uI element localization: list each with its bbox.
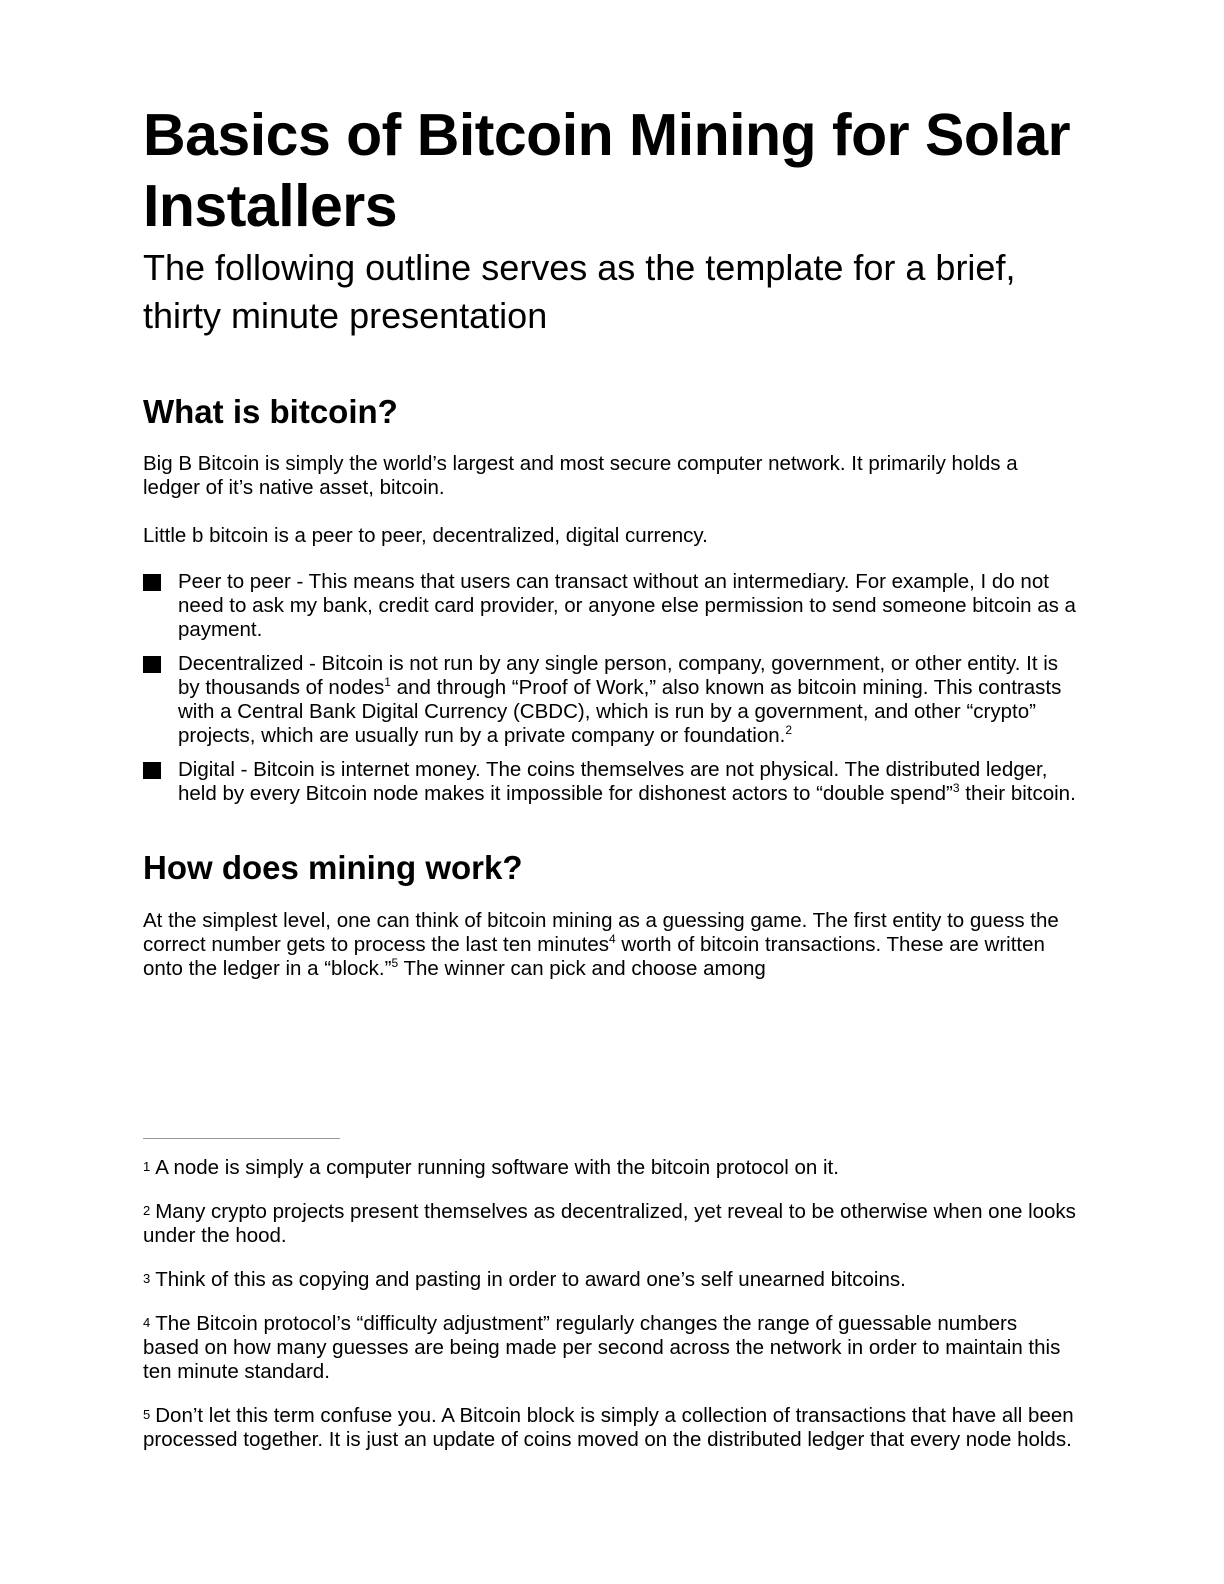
paragraph-big-b-bitcoin: Big B Bitcoin is simply the world’s largest and most secure computer network. It primarily holds a ledger of it’s native asset, bitcoin. — [143, 452, 1018, 499]
bullet-list — [143, 570, 1078, 806]
paragraph-mining-explanation — [143, 909, 1078, 981]
footnote-text: The Bitcoin protocol’s “difficulty adjustment” regularly changes the range of guessable numbers based on how many guesses are being made per second across the network in order to maintain this ten minute standard. — [143, 1312, 1061, 1383]
footnote-text: Many crypto projects present themselves as decentralized, yet reveal to be otherwise when one looks under the hood. — [143, 1200, 1076, 1247]
footnote-number: 5 — [143, 1407, 151, 1422]
bullet-text-digital-part1: Digital - Bitcoin is internet money. The coins themselves are not physical. The distributed ledger, held by every Bitcoin node makes it impossible for dishonest actors to “double spend” — [178, 758, 1048, 805]
footnote-divider — [143, 1138, 340, 1139]
document-body — [143, 100, 1078, 981]
footnote-ref-2[interactable]: 2 — [785, 723, 793, 737]
mining-text-part2: worth of bitcoin transactions. These are written onto the ledger in a “block.” — [143, 933, 1045, 980]
bullet-text-decentralized-part2: and through “Proof of Work,” also known as bitcoin mining. This contrasts with a Central Bank Digital Currency (CBDC), which is run by a government, and other “crypto” projects, which are usually run by a private company or foundation. — [178, 676, 1062, 747]
footnote-number: 4 — [143, 1315, 151, 1330]
footnote-ref-3[interactable]: 3 — [952, 781, 960, 795]
square-bullet-icon — [143, 574, 161, 591]
square-bullet-icon — [143, 656, 161, 673]
footnote-ref-4[interactable]: 4 — [609, 932, 616, 946]
footnote — [143, 1267, 1078, 1292]
footnote — [143, 1199, 1078, 1248]
footnote-text: A node is simply a computer running software with the bitcoin protocol on it. — [155, 1156, 839, 1179]
bullet-text-peer-to-peer: Peer to peer - This means that users can transact without an intermediary. For example, I do not need to ask my bank, credit card provider, or anyone else permission to send someone bitcoin as a payment. — [178, 570, 1076, 641]
section-heading-what-is-bitcoin: What is bitcoin? — [143, 393, 398, 430]
footnote-text: Think of this as copying and pasting in order to award one’s self unearned bitcoins. — [155, 1268, 906, 1291]
footnote — [143, 1403, 1078, 1452]
mining-text-part1: At the simplest level, one can think of bitcoin mining as a guessing game. The first entity to guess the correct number gets to process the last ten minutes — [143, 909, 1059, 956]
footnote-number: 1 — [143, 1159, 151, 1174]
square-bullet-icon — [143, 762, 161, 779]
document-subtitle: The following outline serves as the template for a brief, thirty minute presentation — [143, 247, 1016, 336]
footnote-text: Don’t let this term confuse you. A Bitcoin block is simply a collection of transactions that have all been processed together. It is just an update of coins moved on the distributed ledger that every node holds. — [143, 1404, 1074, 1451]
footnotes-section — [143, 1138, 1078, 1471]
list-item — [143, 758, 1078, 806]
paragraph-little-b-bitcoin: Little b bitcoin is a peer to peer, decentralized, digital currency. — [143, 524, 708, 547]
list-item — [143, 570, 1078, 642]
list-item — [143, 652, 1078, 748]
footnote — [143, 1311, 1078, 1384]
mining-text-part3: The winner can pick and choose among — [398, 957, 766, 980]
bullet-text-decentralized-part1: Decentralized - Bitcoin is not run by any single person, company, government, or other entity. It is by thousands of nodes — [178, 652, 1059, 699]
footnote-ref-1[interactable]: 1 — [384, 675, 391, 689]
document-title: Basics of Bitcoin Mining for Solar Installers — [143, 102, 1071, 239]
footnote-number: 3 — [143, 1271, 151, 1286]
section-heading-how-does-mining-work: How does mining work? — [143, 849, 523, 886]
footnote-number: 2 — [143, 1203, 151, 1218]
bullet-text-digital-part2: their bitcoin. — [959, 782, 1076, 805]
footnote — [143, 1155, 1078, 1180]
footnote-ref-5[interactable]: 5 — [391, 956, 399, 970]
